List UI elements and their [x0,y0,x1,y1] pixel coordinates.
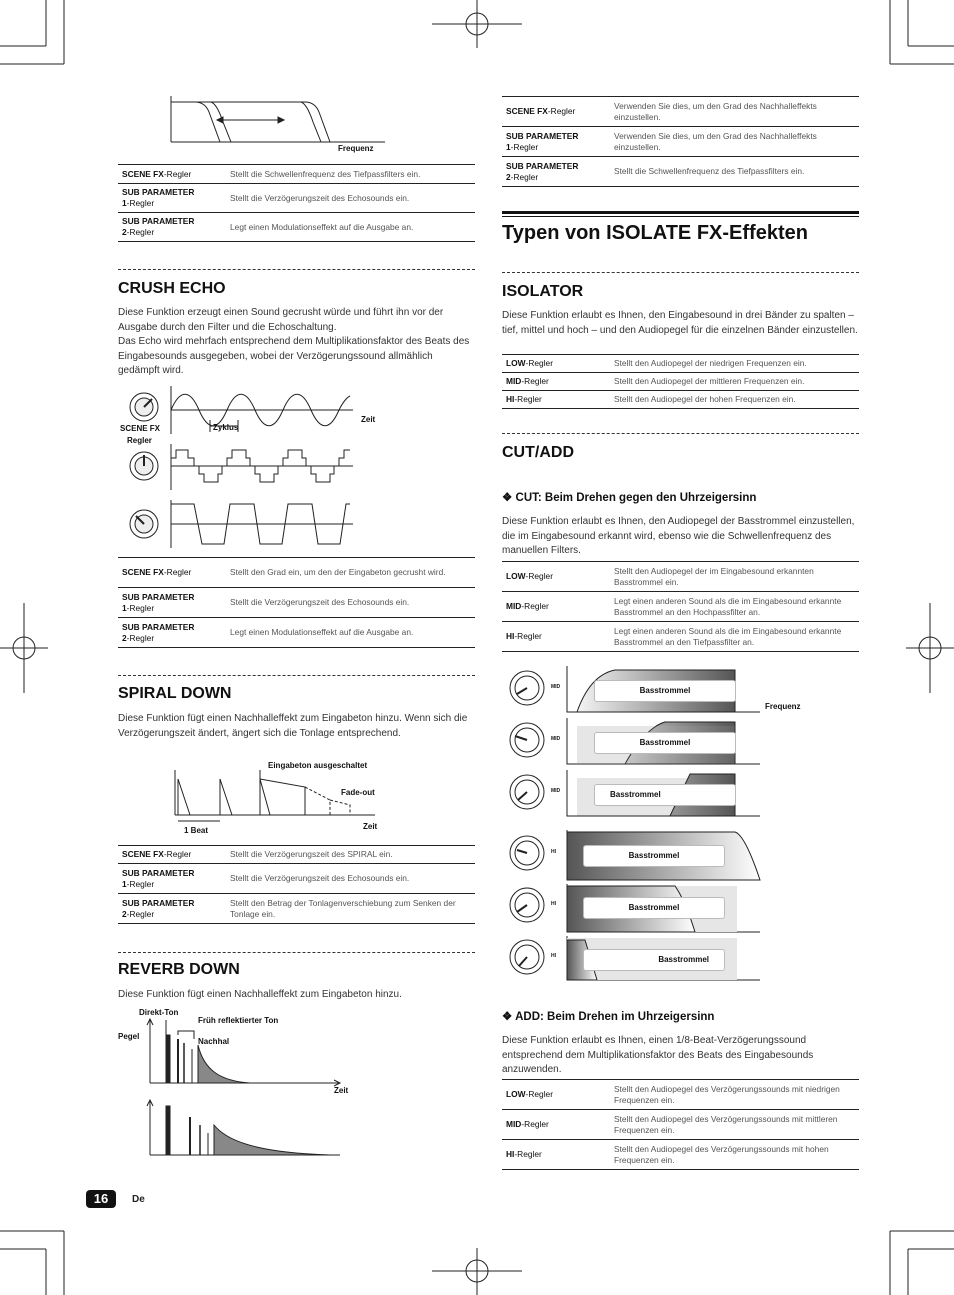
frueh-label: Früh reflektierter Ton [198,1016,279,1025]
nachhal-label: Nachhal [198,1037,230,1046]
isolator-table: LOW-Regler Stellt den Audiopegel der niedrigen Frequenzen ein. MID-Regler Stellt den Audiopegel der mittleren Frequenzen ein. HI-Regler Stellt den Audiopegel der hohen Frequenzen ein. [502,354,859,409]
reverb-down-title: REVERB DOWN [118,961,240,978]
knob-label-2: Regler [127,436,152,445]
add-heading: ❖ ADD: Beim Drehen im Uhrzeigersinn [502,1011,715,1023]
zeit-label: Zeit [361,415,376,424]
crush-echo-para: Diese Funktion erzeugt einen Sound gecrusht würde und führt ihn vor der Ausgabe durch den Filter und die Echoschaltung. Das Echo wird mehrfach entsprechend dem Multiplikationsfaktor des Beats des Eingabesounds ausgegeben, wobei der Verzögerungssound allmählich gedämpft wird. [118,307,470,376]
knob-mid-label: MID [551,788,561,794]
page-number: 16 [86,1190,116,1208]
zeit-label: Zeit [334,1086,349,1095]
spiral-down-para: Diese Funktion fügt einen Nachhalleffekt zum Eingabeton hinzu. Wenn sich die Verzögerungszeit ändert, ängert sich die Tonlage entsprechend. [118,713,468,739]
divider [502,433,859,434]
spiral-down-table: SCENE FX-Regler Stellt die Verzögerungszeit des SPIRAL ein. SUB PARAMETER 1-Regler Stellt die Verzögerungszeit des Echosounds ein. SUB PARAMETER 2-Regler Stellt den Betrag der Tonlagenverschiebung zum Senken der Tonlage ein. [118,845,475,924]
knob-mid-label: MID [551,684,561,690]
knob-hi-label: HI [551,901,556,907]
frequenz-label: Frequenz [765,702,801,711]
add-para: Diese Funktion erlaubt es Ihnen, einen 1/8-Beat-Verzögerungssound entsprechend dem Multiplikationsfaktor des Beats des Eingabesounds anzuwenden. [502,1035,814,1075]
beat-label: 1 Beat [184,826,209,835]
isolate-title: Typen von ISOLATE FX-Effekten [502,222,808,244]
spiral-down-title: SPIRAL DOWN [118,685,232,702]
page-lang: De [132,1194,145,1205]
direkt-ton-label: Direkt-Ton [139,1008,179,1017]
fade-out-label: Fade-out [341,788,375,797]
basstrommel-label: Basstrommel [594,784,736,806]
knob-hi-label: HI [551,953,556,959]
eingabeton-label: Eingabeton ausgeschaltet [268,761,368,770]
cut-table: LOW-Regler Stellt den Audiopegel der im Eingabesound erkannten Basstrommel ein. MID-Regler Legt einen anderen Sound als die im Eingabesound erkannte Basstrommel an den Hochpassfilter an. HI-Regler Legt einen anderen Sound als die im Eingabesound erkannte Basstrommel an den Tiefpassfilter an. [502,561,859,652]
crush-echo-figure [118,384,478,554]
filter-figure [165,92,395,152]
isolator-title: ISOLATOR [502,283,584,300]
divider [502,272,859,273]
cut-add-title: CUT/ADD [502,444,574,461]
pegel-label: Pegel [118,1032,140,1041]
add-table: LOW-Regler Stellt den Audiopegel des Verzögerungssounds mit niedrigen Frequenzen ein. MID-Regler Stellt den Audiopegel des Verzögerungssounds mit mittleren Frequenzen ein. HI-Regler Stellt den Audiopegel des Verzögerungssounds mit hohen Frequenzen ein. [502,1079,859,1170]
zeit-label: Zeit [363,822,378,831]
basstrommel-label: Basstrommel [594,680,736,702]
knob-hi-label: HI [551,849,556,855]
basstrommel-label: Basstrommel [594,732,736,754]
divider [118,269,475,270]
reverb-table: SCENE FX-Regler Verwenden Sie dies, um den Grad des Nachhalleffekts einzustellen. SUB PARAMETER 1-Regler Verwenden Sie dies, um den Grad des Nachhalleffekts einzustellen. SUB PARAMETER 2-Regler Stellt die Schwellenfrequenz des Tiefpassfilters ein. [502,96,859,187]
crush-echo-title: CRUSH ECHO [118,280,226,297]
knob-mid-label: MID [551,736,561,742]
cut-heading: ❖ CUT: Beim Drehen gegen den Uhrzeigersinn [502,492,757,504]
cut-add-figure [505,660,775,982]
reverb-down-para: Diese Funktion fügt einen Nachhalleffekt zum Eingabeton hinzu. [118,989,402,1000]
basstrommel-label: Basstrommel [583,845,725,867]
section-rule-thin [502,216,859,217]
cut-para: Diese Funktion erlaubt es Ihnen, den Audiopegel der Basstrommel einzustellen, die im Eingabesound erkannt wird, ebenso wie die Schwellenfrequenz des manuellen Filters. [502,516,855,556]
zyklus-label: Zyklus [213,423,239,432]
basstrommel-label: Basstrommel [583,949,725,971]
knob-label: SCENE FX [120,424,161,433]
frequenz-label: Frequenz [338,144,374,153]
table-top: SCENE FX-Regler Stellt die Schwellenfrequenz des Tiefpassfilters ein. SUB PARAMETER 1-Regler Stellt die Verzögerungszeit des Echosounds ein. SUB PARAMETER 2-Regler Legt einen Modulationseffekt auf die Ausgabe an. [118,164,475,242]
basstrommel-label: Basstrommel [583,897,725,919]
divider [118,675,475,676]
section-rule [502,211,859,214]
divider [118,952,475,953]
crush-echo-table: SCENE FX-Regler Stellt den Grad ein, um den der Eingabeton gecrusht wird. SUB PARAMETER 1-Regler Stellt die Verzögerungszeit des Echosounds ein. SUB PARAMETER 2-Regler Legt einen Modulationseffekt auf die Ausgabe an. [118,557,475,648]
isolator-para: Diese Funktion erlaubt es Ihnen, den Eingabesound in drei Bänder zu spalten – tief, mittel und hoch – und den Audiopegel für die einzelnen Bänder einzustellen. [502,310,858,336]
